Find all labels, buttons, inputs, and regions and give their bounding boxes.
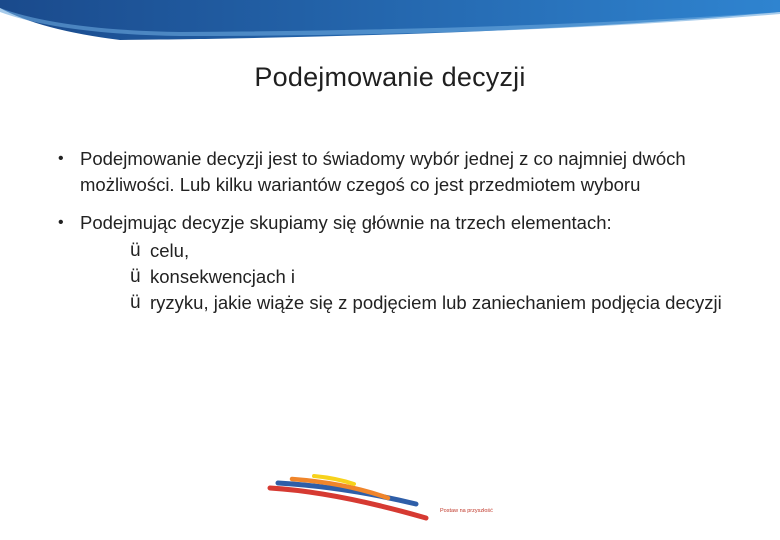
bullet-text: Podejmując decyzje skupiamy się głównie na trzech elementach: <box>80 212 612 233</box>
checklist-item-risk <box>130 290 758 316</box>
checkmark-icon: ü <box>130 266 141 287</box>
checklist-text: ryzyku, jakie wiąże się z podjęciem lub zaniechaniem podjęcia decyzji <box>150 292 722 313</box>
bullet-dot-icon: • <box>58 150 64 167</box>
header-decorative-band <box>0 0 780 46</box>
checklist-text: konsekwencjach i <box>150 266 295 287</box>
checklist <box>130 238 758 316</box>
checkmark-icon: ü <box>130 292 141 313</box>
checklist-text: celu, <box>150 240 190 261</box>
slide-content <box>58 146 758 316</box>
checkmark-icon: ü <box>130 240 141 261</box>
bullet-dot-icon: • <box>58 214 64 231</box>
bullet-item-elements <box>58 210 758 236</box>
bullet-text: Podejmowanie decyzji jest to świadomy wybór jednej z co najmniej dwóch możliwości. Lub kilku wariantów czegoś co jest przedmiotem wyboru <box>80 148 686 195</box>
checklist-item-goal <box>130 238 758 264</box>
bullet-item-definition <box>58 146 758 198</box>
slide-title: Podejmowanie decyzji <box>254 62 526 92</box>
checklist-item-consequences <box>130 264 758 290</box>
program-logo <box>266 470 516 530</box>
logo-tagline: Postaw na przyszłość <box>440 508 493 514</box>
